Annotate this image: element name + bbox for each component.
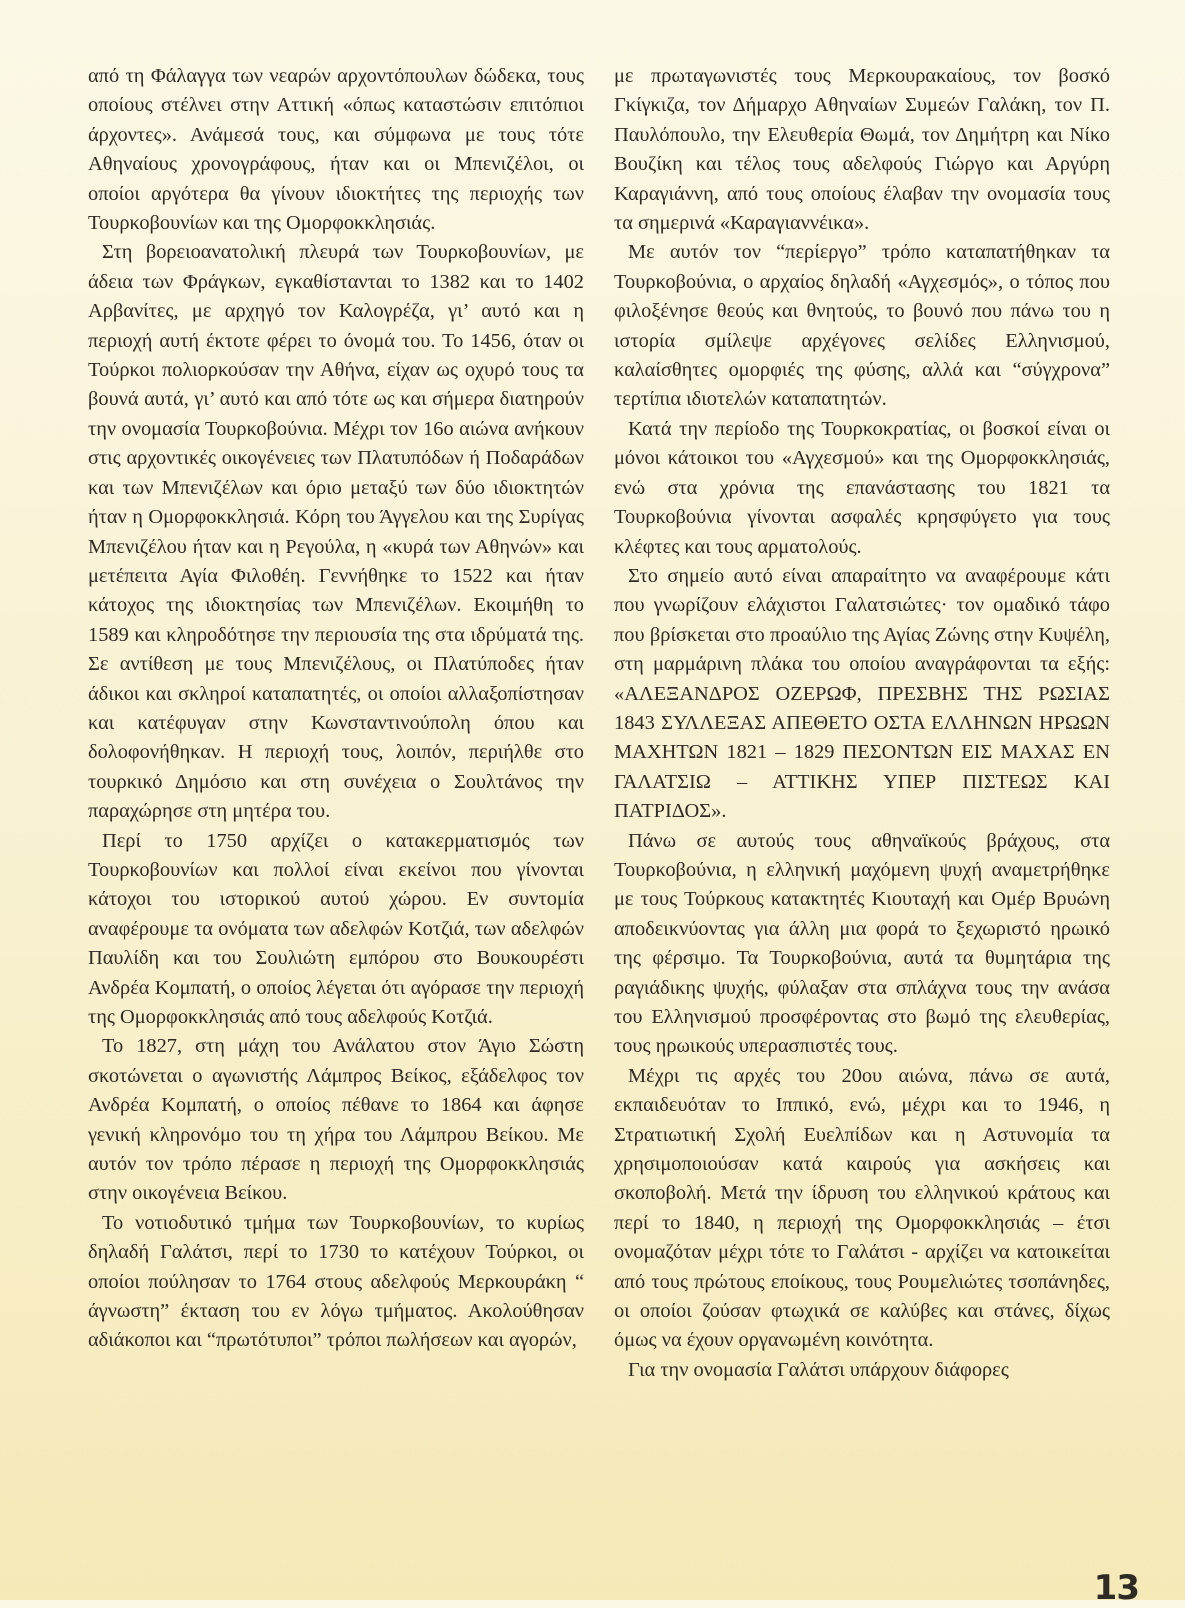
paragraph: Περί το 1750 αρχίζει ο κατακερματισμός των Τουρκοβουνίων και πολλοί είναι εκείνοι που γίνονται κάτοχοι του ιστορικού αυτού χώρου. Εν συντομία αναφέρουμε τα ονόματα των αδελφών Κοτζιά, των αδελφών Παυλίδη και του Σουλιώτη εμπόρου στο Βουκουρέστι Ανδρέα Κομπατή, ο οποίος λέγεται ότι αγόρασε την περιοχή της Ομορφοκκλησιάς από τους αδελφούς Κοτζιά. <box>88 829 584 1028</box>
paragraph: Κατά την περίοδο της Τουρκοκρατίας, οι βοσκοί είναι οι μόνοι κάτοικοι του «Αγχεσμού» και της Ομορφοκκλησιάς, ενώ στα χρόνια της επανάστασης του 1821 τα Τουρκοβούνια γίνονται ασφαλές κρησφύγετο για τους κλέφτες και τους αρματολούς. <box>614 417 1110 558</box>
paragraph: Για την ονομασία Γαλάτσι υπάρχουν διάφορες <box>628 1358 1009 1381</box>
paragraph: Στη βορειοανατολική πλευρά των Τουρκοβουνίων, με άδεια των Φράγκων, εγκαθίστανται το 1382 και το 1402 Αρβανίτες, με αρχηγό τον Καλογρέζα, γι’ αυτό και η περιοχή αυτή έκτοτε φέρει το όνομά του. Το 1456, όταν οι Τούρκοι πολιορκούσαν την Αθήνα, είχαν ως οχυρό τους τα βουνά αυτά, γι’ αυτό και από τότε ως και σήμερα διατηρούν την ονομασία Τουρκοβούνια. Μέχρι τον 16ο αιώνα ανήκουν στις αρχοντικές οικογένειες των Πλατυπόδων ή Ποδαράδων και των Μπενιζέλων και όριο μεταξύ των δύο ιδιοκτητών ήταν η Ομορφοκκλησιά. Κόρη του Άγγελου και της Συρίγας Μπενιζέλου ήταν και η Ρεγούλα, η «κυρά των Αθηνών» και μετέπειτα Αγία Φιλοθέη. Γεννήθηκε το 1522 και ήταν κάτοχος της ιδιοκτησίας των Μπενιζέλων. Εκοιμήθη το 1589 και κληροδότησε την περιουσία της στα ιδρύματά της. Σε αντίθεση με τους Μπενιζέλους, οι Πλατύποδες ήταν άδικοι και σκληροί καταπατητές, οι οποίοι αλλαξοπίστησαν και κατέφυγαν στην Κωνσταντινούπολη όπου και δολοφονήθηκαν. Η περιοχή τους, λοιπόν, περιήλθε στο τουρκικό Δημόσιο και στη συνέχεια ο Σουλτάνος την παραχώρησε στη μητέρα του. <box>88 241 584 823</box>
paragraph: Στο σημείο αυτό είναι απαραίτητο να αναφέρουμε κάτι που γνωρίζουν ελάχιστοι Γαλατσιώτες· τον ομαδικό τάφο που βρίσκεται στο προαύλιο της Αγίας Ζώνης στην Κυψέλη, στη μαρμάρινη πλάκα του οποίου αναγράφονται τα εξής: «ΑΛΕΞΑΝΔΡΟΣ ΟΖΕΡΩΦ, ΠΡΕΣΒΗΣ ΤΗΣ ΡΩΣΙΑΣ 1843 ΣΥΛΛΕΞΑΣ ΑΠΕΘΕΤΟ ΟΣΤΑ ΕΛΛΗΝΩΝ ΗΡΩΩΝ ΜΑΧΗΤΩΝ 1821 – 1829 ΠΕΣΟΝΤΩΝ ΕΙΣ ΜΑΧΑΣ ΕΝ ΓΑΛΑΤΣΙΩ – ΑΤΤΙΚΗΣ ΥΠΕΡ ΠΙΣΤΕΩΣ ΚΑΙ ΠΑΤΡΙΔΟΣ». <box>614 564 1110 823</box>
page-number: 13 <box>1093 1568 1139 1608</box>
right-column <box>614 62 1110 1385</box>
paragraph: με πρωταγωνιστές τους Μερκουρακαίους, τον βοσκό Γκίγκιζα, τον Δήμαρχο Αθηναίων Συμεών Γαλάκη, τον Π. Παυλόπουλο, την Ελευθερία Θωμά, τον Δημήτρη και Νίκο Βουζίκη και τέλος τους αδελφούς Γιώργο και Αργύρη Καραγιάννη, από τους οποίους έλαβαν την ονομασία τους τα σημερινά «Καραγιαννέικα». <box>614 65 1110 235</box>
left-column <box>88 62 584 1356</box>
paragraph: Το νοτιοδυτικό τμήμα των Τουρκοβουνίων, το κυρίως δηλαδή Γαλάτσι, περί το 1730 το κατέχουν Τούρκοι, οι οποίοι πούλησαν το 1764 στους αδελφούς Μερκουράκη “ άγνωστη” έκταση του εν λόγω τμήματος. Ακολούθησαν αδιάκοποι και “πρωτότυποι” τρόποι πωλήσεων και αγορών, <box>88 1211 584 1352</box>
paragraph: από τη Φάλαγγα των νεαρών αρχοντόπουλων δώδεκα, τους οποίους στέλνει στην Αττική «όπως καταστώσιν επιτόπιοι άρχοντες». Ανάμεσά τους, και σύμφωνα με τους τότε Αθηναίους χρονογράφους, ήταν και οι Μπενιζέλοι, οι οποίοι αργότερα θα γίνουν ιδιοκτήτες της περιοχής των Τουρκοβουνίων και της Ομορφοκκλησιάς. <box>88 65 584 235</box>
paragraph: Μέχρι τις αρχές του 20ου αιώνα, πάνω σε αυτά, εκπαιδευόταν το Ιππικό, ενώ, μέχρι και το 1946, η Στρατιωτική Σχολή Ευελπίδων και η Αστυνομία τα χρησιμοποιούσαν κατά καιρούς για ασκήσεις και σκοποβολή. Μετά την ίδρυση του ελληνικού κράτους και περί το 1840, η περιοχή της Ομορφοκκλησιάς – έτσι ονομαζόταν μέχρι τότε το Γαλάτσι - αρχίζει να κατοικείται από τους πρώτους εποίκους, τους Ρουμελιώτες τσοπάνηδες, οι οποίοι ζούσαν φτωχικά σε καλύβες και στάνες, δίχως όμως να έχουν οργανωμένη κοινότητα. <box>614 1064 1110 1352</box>
paragraph: Το 1827, στη μάχη του Ανάλατου στον Άγιο Σώστη σκοτώνεται ο αγωνιστής Λάμπρος Βείκος, εξάδελφος τον Ανδρέα Κομπατή, ο οποίος πέθανε το 1864 και άφησε γενική κληρονόμο του τη χήρα του Λάμπρου Βείκου. Με αυτόν τον τρόπο πέρασε η περιοχή της Ομορφοκκλησιάς στην οικογένεια Βείκου. <box>88 1035 584 1205</box>
paragraph: Πάνω σε αυτούς τους αθηναϊκούς βράχους, στα Τουρκοβούνια, η ελληνική μαχόμενη ψυχή αναμετρήθηκε με τους Τούρκους κατακτητές Κιουταχή και Ομέρ Βρυώνη αποδεικνύοντας για άλλη μια φορά το ξεχωριστό ηρωικό της φέρσιμο. Τα Τουρκοβούνια, αυτά τα θυμητάρια της ραγιάδικης ψυχής, φύλαξαν στα σπλάχνα τους την ανάσα του Ελληνισμού προσφέροντας στο βωμό της ελευθερίας, τους ηρωικούς υπερασπιστές τους. <box>614 829 1110 1058</box>
paragraph: Με αυτόν τον “περίεργο” τρόπο καταπατήθηκαν τα Τουρκοβούνια, ο αρχαίος δηλαδή «Αγχεσμός», ο τόπος που φιλοξένησε θεούς και θνητούς, το βουνό που πάνω του η ιστορία σμίλεψε αρχέγονες σελίδες Ελληνισμού, καλαίσθητες ομορφιές της φύσης, αλλά και “σύγχρονα” τερτίπια ιδιοτελών καταπατητών. <box>614 241 1110 411</box>
